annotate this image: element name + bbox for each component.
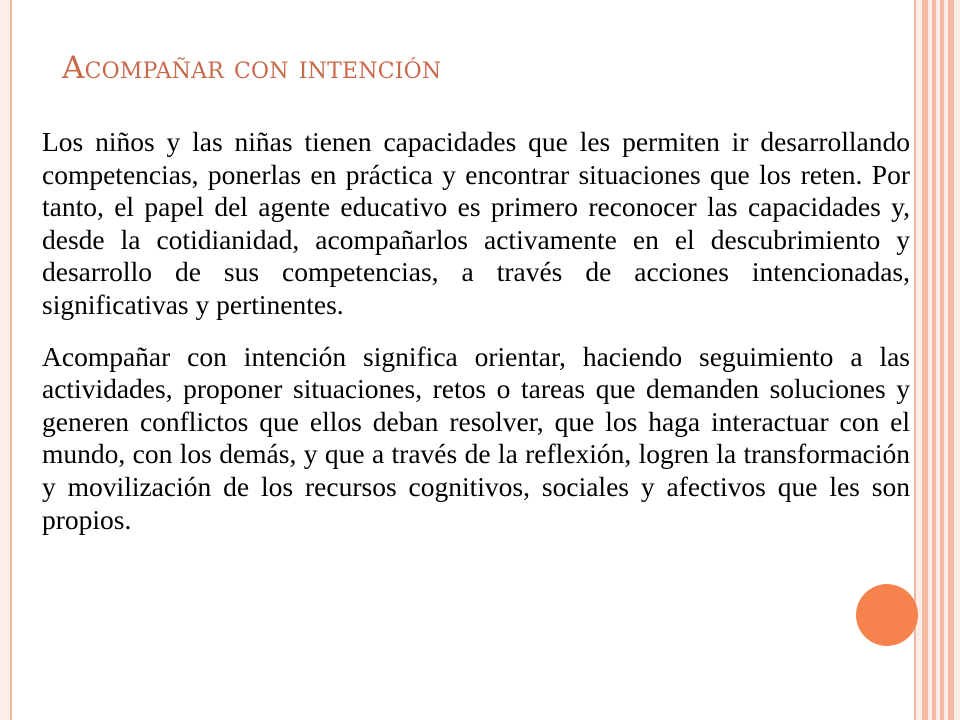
stripe-4: [948, 0, 954, 720]
decorative-stripes: [918, 0, 960, 720]
paragraph-2: Acompañar con intención significa orientar, haciendo seguimiento a las actividades, proponer situaciones, retos o tareas que demanden soluciones y generen conflictos que ellos deban resolver, que los haga interactuar con el mundo, con los demás, y que a través de la reflexión, logren la transformación y movilización de los recursos cognitivos, sociales y afectivos que les son propios.: [42, 340, 910, 535]
slide-body: [42, 126, 910, 536]
stripe-1: [922, 0, 928, 720]
slide-title: Acompañar con intención: [62, 50, 442, 86]
paragraph-1: Los niños y las niñas tienen capacidades que les permiten ir desarrollando competencias, ponerlas en práctica y encontrar situaciones que los reten. Por tanto, el papel del agente educativo es primero reconocer las capacidades y, desde la cotidianidad, acompañarlos activamente en el descubrimiento y desarrollo de sus competencias, a través de acciones intencionadas, significativas y pertinentes.: [42, 126, 910, 320]
stripe-2: [932, 0, 936, 720]
stripe-3: [940, 0, 944, 720]
accent-circle: [856, 584, 918, 646]
